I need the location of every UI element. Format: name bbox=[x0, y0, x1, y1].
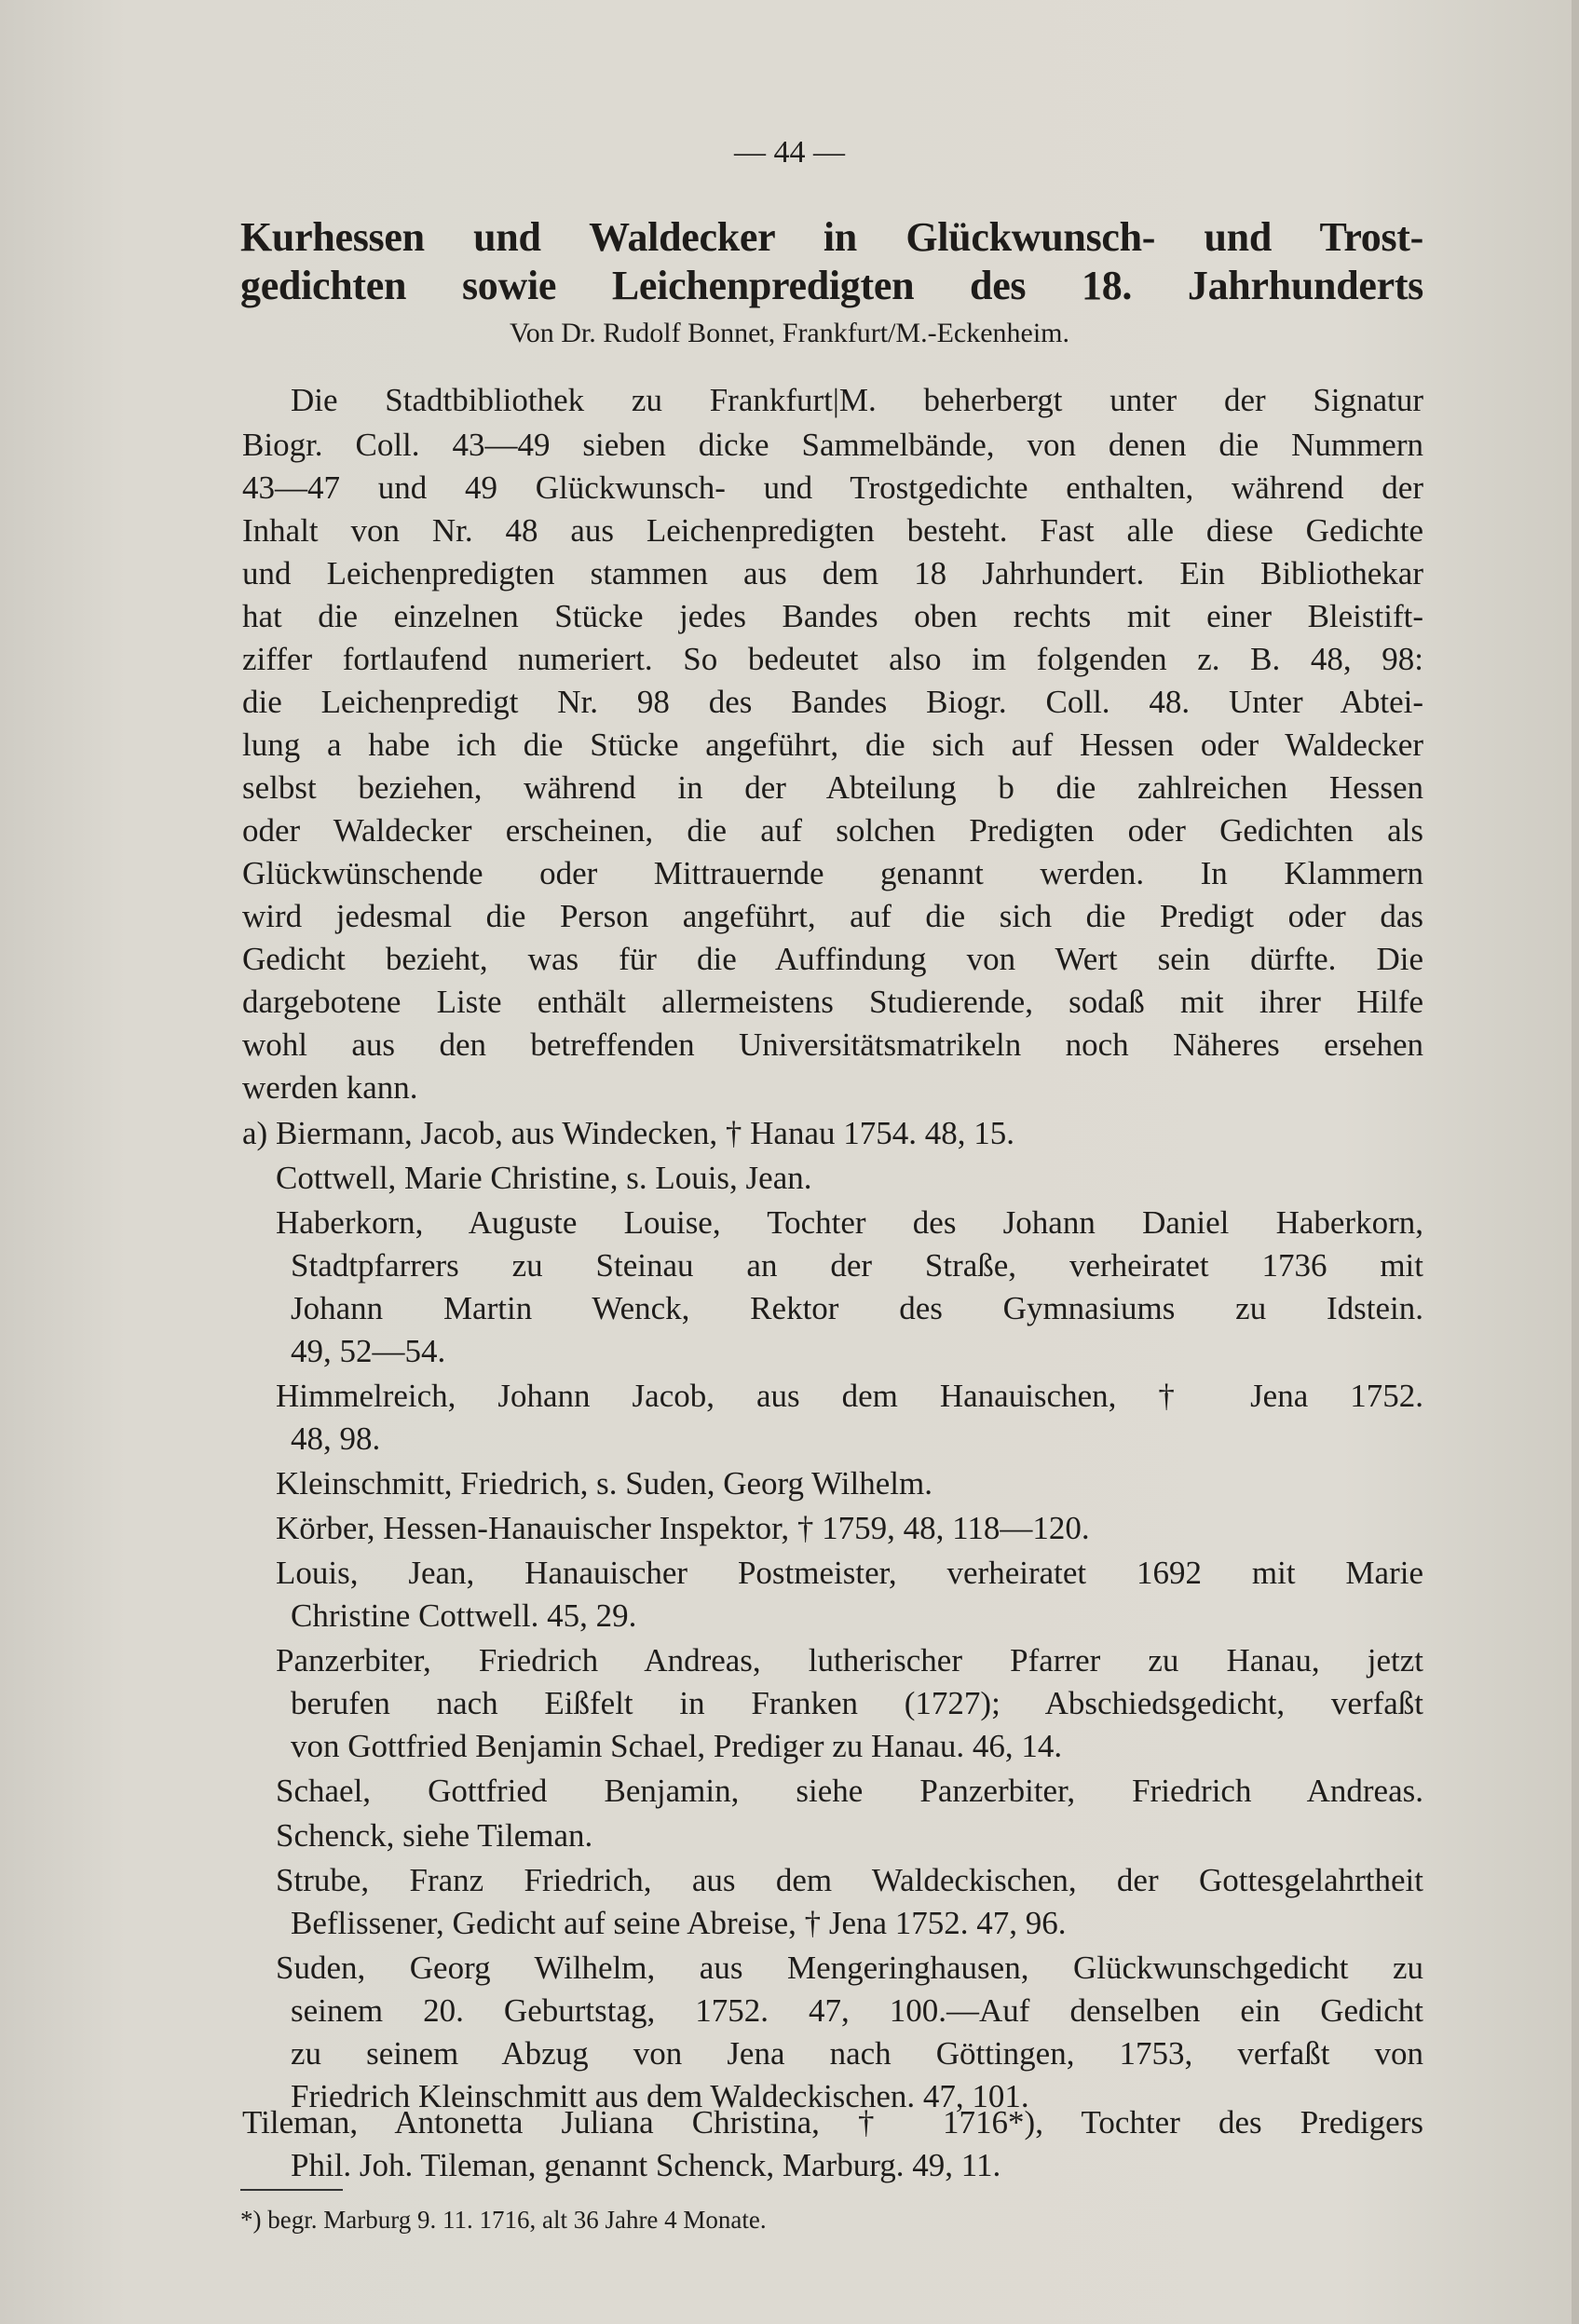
author-byline: Von Dr. Rudolf Bonnet, Frankfurt/M.-Eckenheim. bbox=[509, 318, 1070, 348]
entry-suden-cont: Friedrich Kleinschmitt aus dem Waldeckischen. 47, 101. bbox=[291, 2078, 1029, 2114]
entry-koerber: Körber, Hessen-Hanauischer Inspektor, † 1759, 48, 118—120. bbox=[276, 1510, 1090, 1546]
body-line: werden kann. bbox=[242, 1069, 418, 1106]
body-line: wohl aus den betreffenden Universitätsmatrikeln noch Näheres ersehen bbox=[242, 1026, 1423, 1063]
entry-biermann: a) Biermann, Jacob, aus Windecken, † Hanau 1754. 48, 15. bbox=[242, 1115, 1014, 1151]
entry-haberkorn-cont: Stadtpfarrers zu Steinau an der Straße, verheiratet 1736 mit bbox=[291, 1247, 1423, 1284]
body-line: Glückwünschende oder Mittrauernde genannt werden. In Klammern bbox=[242, 855, 1423, 891]
body-line: wird jedesmal die Person angeführt, auf die sich die Predigt oder das bbox=[242, 898, 1423, 934]
entry-tileman-cont: Phil. Joh. Tileman, genannt Schenck, Marburg. 49, 11. bbox=[291, 2147, 1001, 2183]
article-title-line-2: gedichten sowie Leichenpredigten des 18. Jahrhunderts bbox=[240, 263, 1423, 308]
body-line: die Leichenpredigt Nr. 98 des Bandes Biogr. Coll. 48. Unter Abtei- bbox=[242, 684, 1423, 720]
entry-himmelreich-cont: 48, 98. bbox=[291, 1420, 381, 1457]
body-line: selbst beziehen, während in der Abteilung b die zahlreichen Hessen bbox=[242, 769, 1423, 806]
entry-kleinschmitt: Kleinschmitt, Friedrich, s. Suden, Georg Wilhelm. bbox=[276, 1465, 932, 1502]
entry-panzerbiter-cont: von Gottfried Benjamin Schael, Prediger zu Hanau. 46, 14. bbox=[291, 1728, 1063, 1764]
entry-haberkorn: Haberkorn, Auguste Louise, Tochter des Johann Daniel Haberkorn, bbox=[276, 1204, 1423, 1241]
article-title-line-1: Kurhessen und Waldecker in Glückwunsch- und Trost- bbox=[240, 214, 1423, 260]
entry-panzerbiter-cont: berufen nach Eißfelt in Franken (1727); Abschiedsgedicht, verfaßt bbox=[291, 1685, 1423, 1721]
entry-cottwell: Cottwell, Marie Christine, s. Louis, Jean. bbox=[276, 1160, 812, 1196]
page-number: — 44 — bbox=[734, 135, 845, 170]
body-line: lung a habe ich die Stücke angeführt, die sich auf Hessen oder Waldecker bbox=[242, 727, 1423, 763]
body-line: Die Stadtbibliothek zu Frankfurt|M. beherbergt unter der Signatur bbox=[291, 382, 1423, 418]
body-line: dargebotene Liste enthält allermeistens Studierende, sodaß mit ihrer Hilfe bbox=[242, 984, 1423, 1020]
entry-louis-cont: Christine Cottwell. 45, 29. bbox=[291, 1597, 637, 1634]
entry-panzerbiter: Panzerbiter, Friedrich Andreas, lutherischer Pfarrer zu Hanau, jetzt bbox=[276, 1642, 1423, 1678]
body-line: Inhalt von Nr. 48 aus Leichenpredigten besteht. Fast alle diese Gedichte bbox=[242, 512, 1423, 549]
entry-tileman: Tileman, Antonetta Juliana Christina, † 1716*), Tochter des Predigers bbox=[242, 2104, 1423, 2141]
entry-schael: Schael, Gottfried Benjamin, siehe Panzerbiter, Friedrich Andreas. bbox=[276, 1773, 1423, 1809]
entry-himmelreich: Himmelreich, Johann Jacob, aus dem Hanauischen, † Jena 1752. bbox=[276, 1378, 1423, 1414]
entry-strube-cont: Beflissener, Gedicht auf seine Abreise, † Jena 1752. 47, 96. bbox=[291, 1905, 1067, 1941]
body-line: Gedicht bezieht, was für die Auffindung von Wert sein dürfte. Die bbox=[242, 941, 1423, 977]
entry-haberkorn-cont: Johann Martin Wenck, Rektor des Gymnasiums zu Idstein. bbox=[291, 1290, 1423, 1326]
body-line: hat die einzelnen Stücke jedes Bandes oben rechts mit einer Bleistift- bbox=[242, 598, 1423, 634]
entry-haberkorn-cont: 49, 52—54. bbox=[291, 1333, 446, 1369]
entry-strube: Strube, Franz Friedrich, aus dem Waldeckischen, der Gottesgelahrtheit bbox=[276, 1862, 1423, 1898]
body-line: Biogr. Coll. 43—49 sieben dicke Sammelbände, von denen die Nummern bbox=[242, 427, 1423, 463]
entry-suden-cont: zu seinem Abzug von Jena nach Göttingen, 1753, verfaßt von bbox=[291, 2035, 1423, 2072]
body-line: und Leichenpredigten stammen aus dem 18 Jahrhundert. Ein Bibliothekar bbox=[242, 555, 1423, 591]
entry-suden-cont: seinem 20. Geburtstag, 1752. 47, 100.—Auf denselben ein Gedicht bbox=[291, 1992, 1423, 2029]
footnote-rule bbox=[240, 2189, 343, 2191]
entry-schenck: Schenck, siehe Tileman. bbox=[276, 1817, 593, 1854]
body-line: 43—47 und 49 Glückwunsch- und Trostgedichte enthalten, während der bbox=[242, 469, 1423, 506]
entry-louis: Louis, Jean, Hanauischer Postmeister, verheiratet 1692 mit Marie bbox=[276, 1555, 1423, 1591]
body-line: oder Waldecker erscheinen, die auf solchen Predigten oder Gedichten als bbox=[242, 812, 1423, 849]
body-line: ziffer fortlaufend numeriert. So bedeutet also im folgenden z. B. 48, 98: bbox=[242, 641, 1423, 677]
entry-suden: Suden, Georg Wilhelm, aus Mengeringhausen, Glückwunschgedicht zu bbox=[276, 1950, 1423, 1986]
footnote: *) begr. Marburg 9. 11. 1716, alt 36 Jahre 4 Monate. bbox=[240, 2206, 767, 2234]
